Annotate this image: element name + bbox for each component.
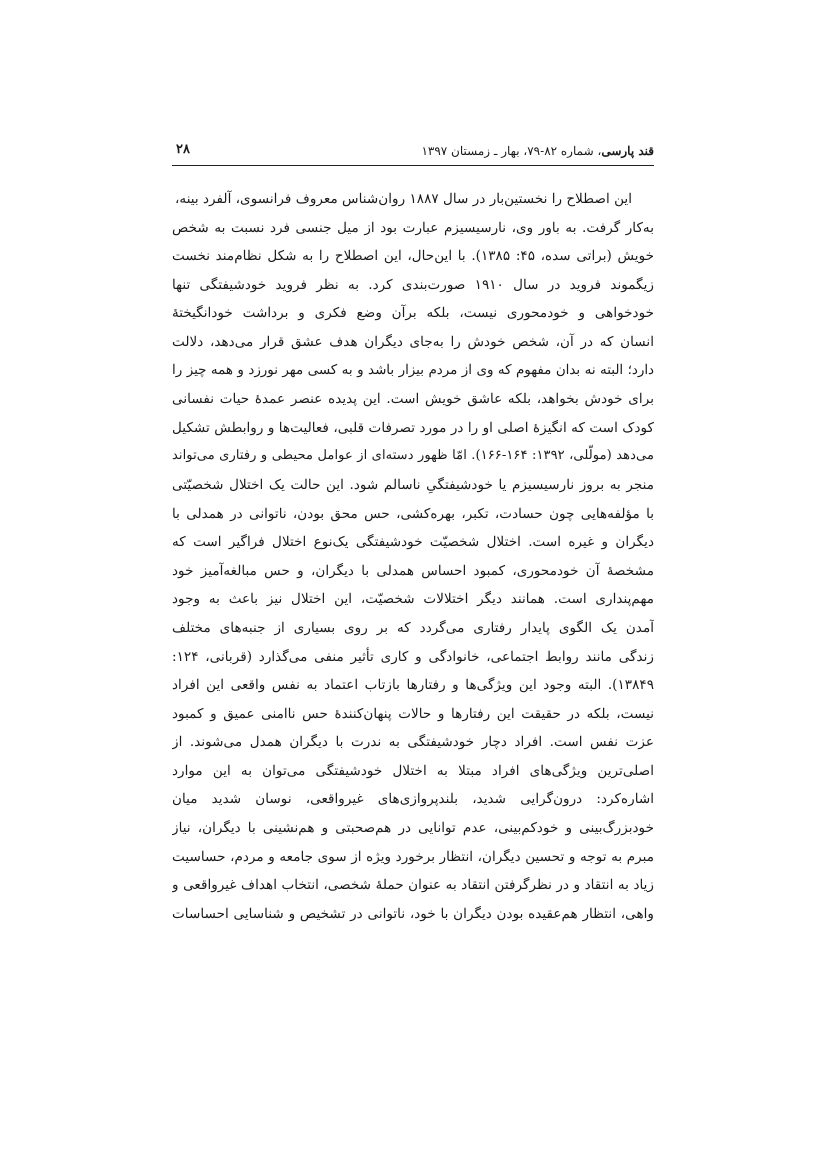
text-line: کودک است که انگیزهٔ اصلی او را در مورد تصرفات قلبی، فعالیت‌ها و روابطش تشکیل <box>172 419 654 436</box>
text-line: اشاره‌کرد: درون‌گرایی شدید، بلندپروازی‌های غیرواقعی، نوسان شدید میان <box>172 791 654 808</box>
text-line: اصلی‌ترین ویژگی‌های افراد مبتلا به اختلال خودشیفتگی می‌توان به این موارد <box>172 762 654 779</box>
text-line: دیگران و غیره است. اختلال شخصیّت خودشیفتگی یک‌نوع اختلال فراگیر است که <box>172 534 654 551</box>
text-line: واهی، انتظار هم‌عقیده بودن دیگران با خود، ناتوانی در تشخیص و شناسایی احساسات <box>172 905 654 922</box>
text-line: زیاد به انتقاد و در نظرگرفتن انتقاد به عنوان حملهٔ شخصی، انتخاب اهداف غیرواقعی و <box>172 877 654 894</box>
text-line: انسان که در آن، شخص خودش را به‌جای دیگران هدف عشق قرار می‌دهد، دلالت <box>172 333 654 350</box>
text-line: زیگموند فروید در سال ۱۹۱۰ صورت‌بندی کرد. به نظر فروید خودشیفتگی تنها <box>172 276 654 293</box>
text-line: این اصطلاح را نخستین‌بار در سال ۱۸۸۷ روان‌شناس معروف فرانسوی، آلفرد بینه، <box>175 191 632 207</box>
text-line: خودخواهی و خودمحوری نیست، بلکه برآن وضع فکری و برداشت خودانگیختهٔ <box>172 305 654 322</box>
text-line: می‌دهد (مولّلی، ۱۳۹۲: ۱۶۴-۱۶۶). امّا ظهور دسته‌ای از عوامل محیطی و رفتاری می‌تواند <box>172 448 654 464</box>
text-line: به‌کار گرفت. به باور وی، نارسیسیزم عبارت بود از میل جنسی فرد نسبت به شخص <box>172 219 654 236</box>
text-line: منجر به بروز نارسیسیزم یا خودشیفتگیِ ناسالم شود. این حالت یک اختلال شخصیّتی <box>172 476 654 493</box>
text-line: مهم‌پنداری است. همانند دیگر اختلالات شخصیّت، این اختلال نیز باعث به وجود <box>172 591 654 608</box>
text-line: مبرم به توجه و تحسین دیگران، انتظار برخورد ویژه از سوی جامعه و مردم، حساسیت <box>172 848 654 865</box>
text-line: خویش (براتی سده، ۴۵: ۱۳۸۵). با این‌حال، این اصطلاح را به شکل نظام‌مند نخست <box>172 248 654 265</box>
page-number: ۲۸ <box>176 142 190 157</box>
text-line: آمدن یک الگوی پایدار رفتاری می‌گردد که بر روی بسیاری از جنبه‌های مختلف <box>172 619 654 636</box>
text-line: برای خودش بخواهد، بلکه عاشق خویش است. این پدیده عنصر عمدهٔ حیات نفسانی <box>172 391 654 408</box>
text-line: نیست، بلکه در حقیقت این رفتارها و حالات پنهان‌کنندهٔ حس ناامنی عمیق و کمبود <box>172 705 654 722</box>
header-divider <box>172 165 654 166</box>
issue-info: ، شماره ۸۲-۷۹، بهار ـ زمستان ۱۳۹۷ <box>421 144 602 158</box>
text-line: با مؤلفه‌هایی چون حسادت، تکبر، بهره‌کشی، حس محق بودن، ناتوانی در همدلی با <box>172 505 654 522</box>
text-line: خودبزرگ‌بینی و خودکم‌بینی، عدم توانایی در هم‌صحبتی و هم‌نشینی با دیگران، نیاز <box>172 820 654 837</box>
text-line: عزت نفس است. افراد دچار خودشیفتگی به ندرت با دیگران همدل می‌شوند. از <box>172 734 654 751</box>
body-paragraph <box>172 185 654 928</box>
text-line: مشخصهٔ آن خودمحوری، کمبود احساس همدلی با دیگران، و حس مبالغه‌آمیز خود <box>172 562 654 579</box>
text-line: زندگی مانند روابط اجتماعی، خانوادگی و کاری تأثیر منفی می‌گذارد (قربانی، ۱۲۴: <box>172 648 654 665</box>
journal-citation <box>421 144 654 158</box>
text-line: ۱۳۸۴۹). البته وجود این ویژگی‌ها و رفتارها بازتاب اعتماد به نفس واقعی این افراد <box>172 677 654 694</box>
journal-name: قند پارسی <box>601 144 654 158</box>
running-header <box>172 140 654 166</box>
text-line: دارد؛ البته نه بدان مفهوم که وی از مردم بیزار باشد و به کسی مهر نورزد و همه چیز را <box>172 362 654 378</box>
